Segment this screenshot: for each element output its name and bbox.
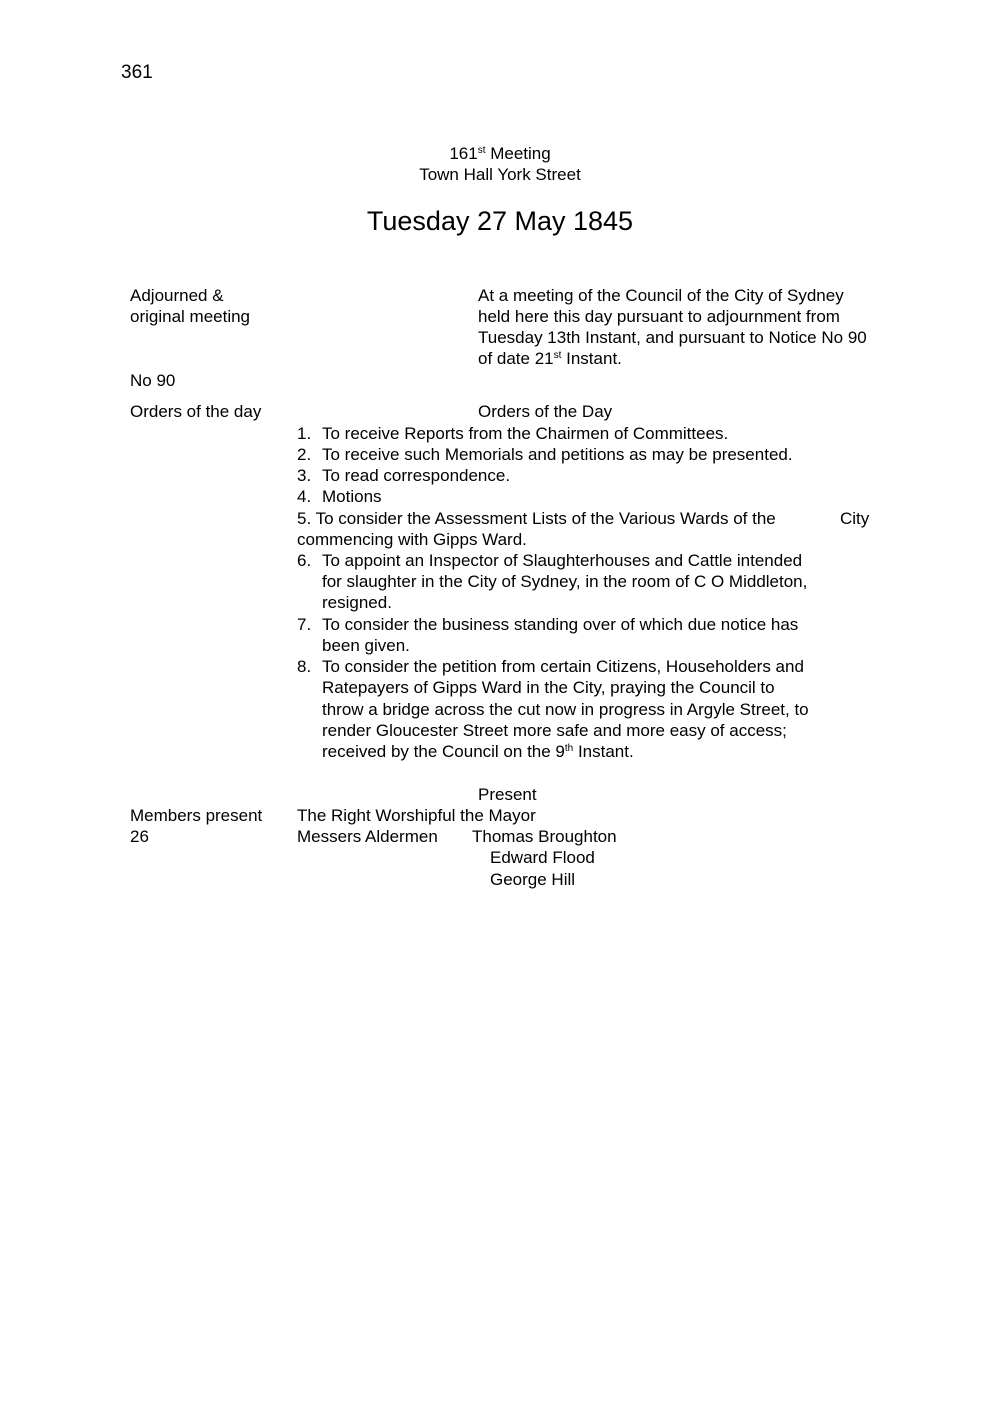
order-item-6-number: 6. xyxy=(297,551,312,570)
intro-line-4 xyxy=(478,348,622,369)
margin-note-members-count: 26 xyxy=(130,827,149,846)
meeting-location: Town Hall York Street xyxy=(419,165,581,184)
meeting-date: Tuesday 27 May 1845 xyxy=(366,206,634,236)
margin-note-notice-no: No 90 xyxy=(130,371,176,390)
order-item-3-text: To read correspondence. xyxy=(322,466,511,485)
order-item-6-line-2: for slaughter in the City of Sydney, in the room of C O Middleton, xyxy=(322,572,808,591)
order-item-4-text: Motions xyxy=(322,487,382,506)
margin-note-adjourned-1: Adjourned & xyxy=(130,286,224,305)
order-item-8-line-2: Ratepayers of Gipps Ward in the City, praying the Council to xyxy=(322,678,775,697)
alderman-name: George Hill xyxy=(490,870,576,889)
order-item-2-number: 2. xyxy=(297,445,312,464)
margin-note-orders: Orders of the day xyxy=(130,402,262,421)
order-item-8-line-5-a: received by the Council on the 9 xyxy=(322,742,565,761)
order-item-3-number: 3. xyxy=(297,466,312,485)
order-item-6-line-1: To appoint an Inspector of Slaughterhouses and Cattle intended xyxy=(322,551,803,570)
order-item-5-city: City xyxy=(840,509,870,528)
order-item-8-number: 8. xyxy=(297,657,312,676)
order-item-6-line-3: resigned. xyxy=(322,593,392,612)
order-item-8-line-5 xyxy=(322,741,634,762)
intro-line-2: held here this day pursuant to adjournment from xyxy=(478,307,840,326)
order-item-7-line-1: To consider the business standing over of which due notice has xyxy=(322,615,799,634)
present-heading: Present xyxy=(478,785,537,804)
intro-line-4-a: of date 21 xyxy=(478,349,554,368)
present-aldermen-label: Messers Aldermen xyxy=(297,827,438,846)
intro-line-4-b: Instant. xyxy=(561,349,622,368)
order-item-7-line-2: been given. xyxy=(322,636,410,655)
order-item-2-text: To receive such Memorials and petitions as may be presented. xyxy=(322,445,793,464)
page-number: 361 xyxy=(121,62,153,83)
order-item-8-line-5-b: Instant. xyxy=(573,742,634,761)
meeting-number-line xyxy=(0,143,1000,164)
margin-note-members-present: Members present xyxy=(130,806,263,825)
order-item-4-number: 4. xyxy=(297,487,312,506)
order-item-1-number: 1. xyxy=(297,424,312,443)
margin-note-adjourned-2: original meeting xyxy=(130,307,251,326)
order-item-8-line-1: To consider the petition from certain Citizens, Householders and xyxy=(322,657,804,676)
order-item-8-line-4: render Gloucester Street more safe and more easy of access; xyxy=(322,721,787,740)
intro-line-1: At a meeting of the Council of the City of Sydney xyxy=(478,286,844,305)
order-item-5-line-2: commencing with Gipps Ward. xyxy=(297,530,527,549)
alderman-name: Thomas Broughton xyxy=(472,827,617,846)
present-mayor: The Right Worshipful the Mayor xyxy=(297,806,536,825)
orders-heading: Orders of the Day xyxy=(478,402,613,421)
order-item-1-text: To receive Reports from the Chairmen of Committees. xyxy=(322,424,729,443)
order-item-8-sup: th xyxy=(564,743,574,754)
meeting-number: 161 xyxy=(449,144,478,163)
intro-line-4-sup: st xyxy=(553,350,562,361)
intro-line-3: Tuesday 13th Instant, and pursuant to Notice No 90 xyxy=(478,328,867,347)
meeting-number-suffix: st xyxy=(477,145,486,156)
order-item-8-line-3: throw a bridge across the cut now in progress in Argyle Street, to xyxy=(322,700,809,719)
meeting-label: Meeting xyxy=(490,144,551,163)
order-item-7-number: 7. xyxy=(297,615,312,634)
order-item-5-line-1: 5. To consider the Assessment Lists of the Various Wards of the xyxy=(297,509,776,528)
alderman-name: Edward Flood xyxy=(490,848,595,867)
